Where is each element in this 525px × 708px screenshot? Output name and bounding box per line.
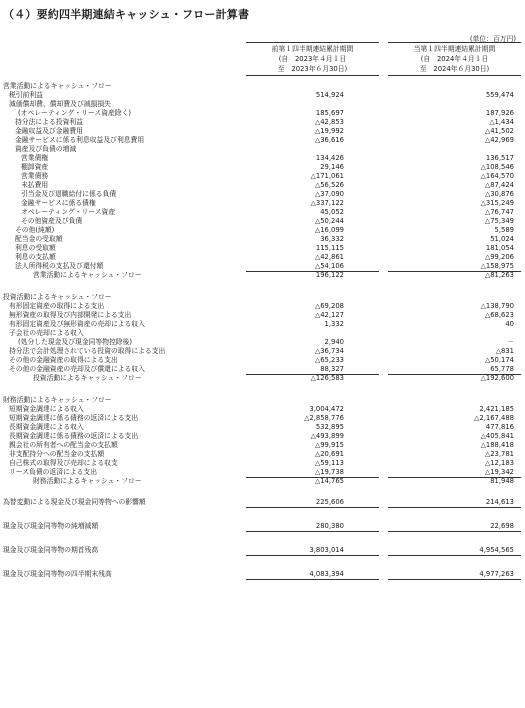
row-label: 無形資産の取得及び内部開発による支出 <box>9 311 132 319</box>
prior-period-value: 134,426 <box>315 154 344 162</box>
row-label: 子会社の売却による収入 <box>9 329 84 337</box>
prior-period-value: 280,380 <box>315 522 344 530</box>
prior-period-value: 45,052 <box>320 208 344 216</box>
column-header-current-period <box>388 42 521 76</box>
current-period-value: △87,424 <box>484 181 514 189</box>
current-period-value: △19,342 <box>484 468 514 476</box>
table-row <box>0 262 525 271</box>
current-period-value: △30,876 <box>484 190 514 198</box>
prior-period-value: 225,606 <box>315 498 344 506</box>
prior-period-value: △42,853 <box>314 118 344 126</box>
table-row <box>0 235 525 244</box>
table-row <box>0 320 525 329</box>
prior-period-value: 36,332 <box>320 235 344 243</box>
column-rule <box>388 507 521 508</box>
prior-period-value: △16,099 <box>314 226 344 234</box>
current-period-value: △41,502 <box>484 127 514 135</box>
row-label: 現金及び現金同等物の期首残高 <box>3 546 99 554</box>
current-period-value: △831 <box>495 347 514 355</box>
row-label: 為替変動による現金及び現金同等物への影響額 <box>3 498 146 506</box>
row-sublabel: (オペレーティング・リース資産除く) <box>18 109 132 117</box>
prior-period-value: 88,327 <box>320 365 344 373</box>
prior-period-value: △19,738 <box>314 468 344 476</box>
row-label: 有形固定資産及び無形資産の売却による収入 <box>9 320 145 328</box>
table-row <box>0 459 525 468</box>
row-label: 減価償却費、償却費及び減損損失 <box>9 100 111 108</box>
row-label: 税引前利益 <box>9 91 43 99</box>
prior-period-value: △20,691 <box>314 450 344 458</box>
row-label: その他の金融資産の取得による支出 <box>9 356 118 364</box>
row-label: 棚卸資産 <box>21 163 49 171</box>
row-label: 法人所得税の支払及び還付額 <box>15 262 104 270</box>
page-title: （４）要約四半期連結キャッシュ・フロー計算書 <box>3 8 250 21</box>
current-period-value: △192,600 <box>480 374 514 382</box>
current-period-value: △108,546 <box>480 163 514 171</box>
column-rule <box>388 555 521 556</box>
current-period-value: △2,167,488 <box>474 414 514 422</box>
row-label: その他(純額) <box>15 226 55 234</box>
current-period-value: 65,778 <box>490 365 514 373</box>
prior-period-value: △37,090 <box>314 190 344 198</box>
row-label: その他資産及び負債 <box>21 217 83 225</box>
prior-period-value: △99,915 <box>314 441 344 449</box>
column-rule <box>246 507 379 508</box>
column-header-line: (自 2023年４月１日 <box>278 55 347 63</box>
current-period-value: △42,969 <box>484 136 514 144</box>
table-row <box>0 432 525 441</box>
current-period-value: 40 <box>505 320 514 328</box>
prior-period-value: △59,113 <box>314 459 344 467</box>
table-row <box>0 329 525 346</box>
table-row <box>0 127 525 136</box>
row-label: 短期資金調達による収入 <box>9 405 84 413</box>
table-row <box>0 441 525 450</box>
table-row <box>0 302 525 311</box>
table-row <box>0 181 525 190</box>
table-row <box>0 145 525 154</box>
column-header-line: 当第１四半期連結累計期間 <box>413 45 496 53</box>
table-row <box>0 190 525 199</box>
table-row <box>0 365 525 374</box>
row-label: 金融収益及び金融費用 <box>15 127 83 135</box>
row-label: 非支配持分への配当金の支払額 <box>9 450 105 458</box>
table-row <box>0 293 525 302</box>
row-label: 営業活動によるキャッシュ・フロー <box>33 271 142 279</box>
table-row <box>0 396 525 405</box>
current-period-value: △188,418 <box>480 441 514 449</box>
current-period-value: △50,174 <box>484 356 514 364</box>
table-row <box>0 498 525 507</box>
row-label: 持分法で会計処理されている投資の取得による支出 <box>9 347 166 355</box>
prior-period-value: 115,115 <box>315 244 344 252</box>
current-period-value: △23,781 <box>484 450 514 458</box>
column-rule <box>246 579 379 580</box>
table-row <box>0 199 525 208</box>
row-label: 現金及び現金同等物の純増減額 <box>3 522 99 530</box>
table-row <box>0 118 525 127</box>
row-label: 財務活動によるキャッシュ・フロー <box>3 396 112 404</box>
table-row <box>0 271 525 280</box>
column-rule <box>388 579 521 580</box>
row-label: 引当金及び退職給付に係る負債 <box>21 190 117 198</box>
current-period-value: 22,698 <box>490 522 514 530</box>
table-row <box>0 477 525 486</box>
prior-period-value: △54,106 <box>314 262 344 270</box>
table-row <box>0 405 525 414</box>
prior-period-value: △36,734 <box>314 347 344 355</box>
prior-period-value: △56,526 <box>314 181 344 189</box>
table-row <box>0 172 525 181</box>
row-label: その他の金融資産の売却及び償還による収入 <box>9 365 145 373</box>
column-rule <box>388 531 521 532</box>
prior-period-value: △171,061 <box>310 172 344 180</box>
row-label: 親会社の所有者への配当金の支払額 <box>9 441 118 449</box>
row-label: 金融サービスに係る利息収益及び利息費用 <box>15 136 145 144</box>
column-header-line: 至 2023年６月30日) <box>277 65 348 73</box>
current-period-value: 51,024 <box>490 235 514 243</box>
current-period-value: △158,975 <box>480 262 514 270</box>
current-period-value: △405,841 <box>480 432 514 440</box>
row-label: 投資活動によるキャッシュ・フロー <box>3 293 112 301</box>
prior-period-value: △14,765 <box>314 477 344 485</box>
prior-period-value: 29,146 <box>320 163 344 171</box>
current-period-value: 81,948 <box>490 477 514 485</box>
row-label: 未払費用 <box>21 181 49 189</box>
prior-period-value: △42,127 <box>314 311 344 319</box>
prior-period-value: △69,208 <box>314 302 344 310</box>
column-header-line: (自 2024年４月１日 <box>420 55 489 63</box>
table-row <box>0 100 525 117</box>
prior-period-value: 4,083,394 <box>309 570 344 578</box>
current-period-value: 2,421,185 <box>479 405 514 413</box>
table-row <box>0 136 525 145</box>
table-row <box>0 356 525 365</box>
current-period-value: △81,263 <box>484 271 514 279</box>
row-label: 現金及び現金同等物の四半期末残高 <box>3 570 112 578</box>
table-row <box>0 226 525 235</box>
current-period-value: △164,570 <box>480 172 514 180</box>
prior-period-value: △65,233 <box>314 356 344 364</box>
column-header-line: 至 2024年６月30日) <box>419 65 490 73</box>
prior-period-value: △50,244 <box>314 217 344 225</box>
prior-period-value: △493,899 <box>310 432 344 440</box>
column-rule <box>246 531 379 532</box>
column-header-line: 前第１四半期連結累計期間 <box>271 45 354 53</box>
column-header-prior-period <box>246 42 379 76</box>
row-label: 短期資金調達に係る債務の返済による支出 <box>9 414 139 422</box>
table-row <box>0 347 525 356</box>
current-period-value: △99,206 <box>484 253 514 261</box>
current-period-value: 5,589 <box>494 226 514 234</box>
table-row <box>0 208 525 217</box>
current-period-value: △138,790 <box>480 302 514 310</box>
prior-period-value: 196,122 <box>315 271 344 279</box>
current-period-value: － <box>507 338 514 346</box>
current-period-value: △1,434 <box>489 118 514 126</box>
prior-period-value: △42,861 <box>314 253 344 261</box>
row-sublabel: (処分した現金及び現金同等物控除後) <box>18 338 133 346</box>
row-label: 営業債権 <box>21 154 49 162</box>
current-period-value: 181,054 <box>485 244 514 252</box>
row-label: 長期資金調達に係る債務の返済による支出 <box>9 432 139 440</box>
row-label: 長期資金調達による収入 <box>9 423 84 431</box>
row-label: 利息の支払額 <box>15 253 56 261</box>
table-row <box>0 570 525 579</box>
table-row <box>0 163 525 172</box>
row-label: 有形固定資産の取得による支出 <box>9 302 105 310</box>
table-row <box>0 468 525 477</box>
table-row <box>0 244 525 253</box>
current-period-value: 4,977,263 <box>479 570 514 578</box>
row-label: 利息の受取額 <box>15 244 56 252</box>
prior-period-value: △19,992 <box>314 127 344 135</box>
unit-label: (単位：百万円) <box>469 35 516 43</box>
prior-period-value: △2,858,776 <box>304 414 344 422</box>
current-period-value: 136,517 <box>485 154 514 162</box>
prior-period-value: 185,697 <box>315 109 344 117</box>
table-row <box>0 217 525 226</box>
current-period-value: 214,613 <box>485 498 514 506</box>
table-row <box>0 253 525 262</box>
table-row <box>0 311 525 320</box>
table-row <box>0 154 525 163</box>
prior-period-value: 514,924 <box>315 91 344 99</box>
table-row <box>0 450 525 459</box>
table-row <box>0 82 525 91</box>
table-row <box>0 546 525 555</box>
prior-period-value: 3,803,014 <box>309 546 344 554</box>
row-label: リース負債の返済による支出 <box>9 468 98 476</box>
column-rule <box>246 555 379 556</box>
prior-period-value: 1,332 <box>324 320 344 328</box>
row-label: 財務活動によるキャッシュ・フロー <box>33 477 142 485</box>
row-label: 配当金の受取額 <box>15 235 63 243</box>
current-period-value: △75,349 <box>484 217 514 225</box>
current-period-value: 559,474 <box>485 91 514 99</box>
row-label: 自己株式の取得及び売却による収支 <box>9 459 118 467</box>
prior-period-value: △337,122 <box>310 199 344 207</box>
prior-period-value: △36,616 <box>314 136 344 144</box>
current-period-value: 4,954,565 <box>479 546 514 554</box>
table-row <box>0 91 525 100</box>
table-row <box>0 423 525 432</box>
row-label: 金融サービスに係る債権 <box>21 199 96 207</box>
row-label: オペレーティング・リース資産 <box>21 208 116 216</box>
table-row <box>0 522 525 531</box>
current-period-value: △76,747 <box>484 208 514 216</box>
prior-period-value: △126,583 <box>310 374 344 382</box>
prior-period-value: 3,004,472 <box>309 405 344 413</box>
table-row <box>0 414 525 423</box>
row-label: 資産及び負債の増減 <box>15 145 77 153</box>
current-period-value: △12,183 <box>484 459 514 467</box>
prior-period-value: 532,895 <box>315 423 344 431</box>
table-row <box>0 374 525 383</box>
current-period-value: △315,249 <box>480 199 514 207</box>
row-label: 営業活動によるキャッシュ・フロー <box>3 82 112 90</box>
current-period-value: △68,623 <box>484 311 514 319</box>
current-period-value: 477,816 <box>485 423 514 431</box>
row-label: 営業債務 <box>21 172 49 180</box>
prior-period-value: 2,940 <box>324 338 344 346</box>
current-period-value: 187,926 <box>485 109 514 117</box>
row-label: 持分法による投資利益 <box>15 118 83 126</box>
row-label: 投資活動によるキャッシュ・フロー <box>33 374 142 382</box>
